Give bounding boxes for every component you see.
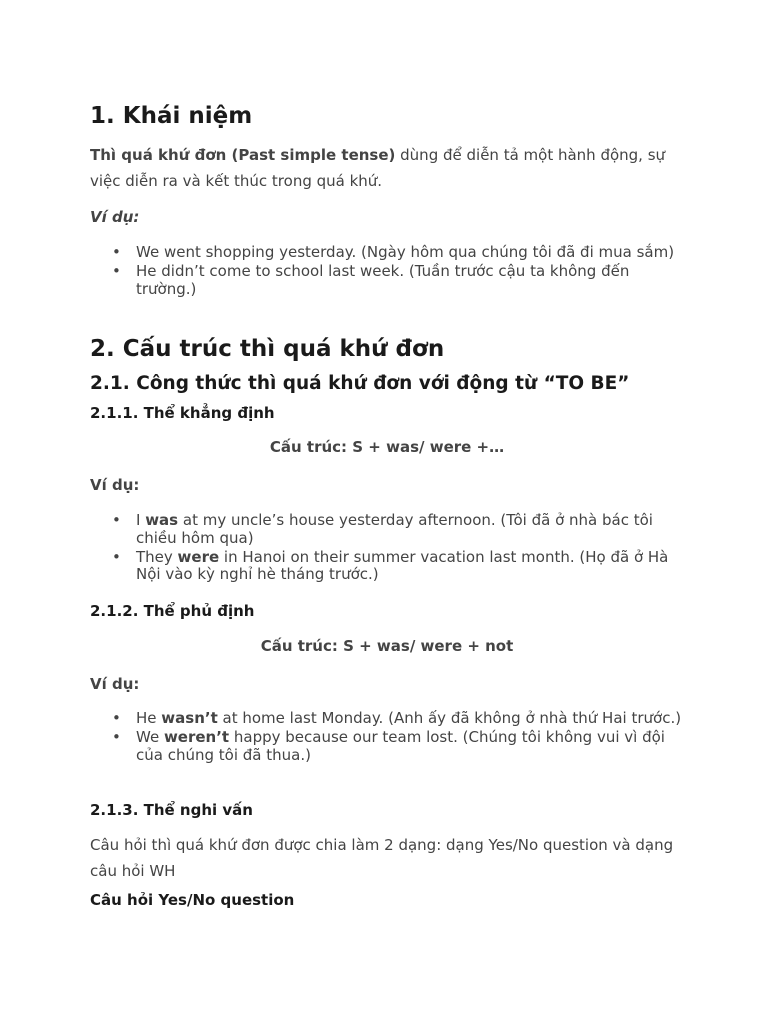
example-list-2	[90, 512, 684, 585]
example-bold: were	[177, 547, 220, 566]
bullet-dot: •	[112, 728, 121, 746]
intro-paragraph	[90, 142, 684, 194]
example-text: I	[136, 511, 146, 529]
heading-cau-truc: 2. Cấu trúc thì quá khứ đơn	[90, 336, 445, 362]
example-label-2: Ví dụ:	[90, 476, 140, 494]
list-item	[90, 549, 684, 584]
example-bold: wasn’t	[161, 709, 218, 727]
example-text: We went shopping yesterday. (Ngày hôm qua chúng tôi đã đi mua sắm)	[136, 243, 675, 261]
interrogative-intro: Câu hỏi thì quá khứ đơn được chia làm 2 dạng: dạng Yes/No question và dạng câu hỏi WH	[90, 836, 674, 880]
structure-affirmative: Cấu trúc: S + was/ were +…	[269, 438, 505, 456]
heading-interrogative: 2.1.3. Thể nghi vấn	[90, 801, 253, 819]
list-item	[90, 512, 684, 547]
heading-khai-niem: 1. Khái niệm	[90, 103, 253, 129]
heading-affirmative: 2.1.1. Thể khẳng định	[90, 404, 275, 422]
list-item	[90, 710, 684, 728]
example-label-3: Ví dụ:	[90, 675, 140, 693]
example-text: happy because our team lost. (Chúng tôi không vui vì đội của chúng tôi đã thua.)	[136, 728, 665, 764]
example-bold: was	[145, 511, 179, 529]
example-text: in Hanoi on their summer vacation last month. (Họ đã ở Hà Nội vào kỳ nghỉ hè tháng trước.)	[136, 547, 669, 583]
example-text: He	[136, 709, 162, 727]
example-text: He didn’t come to school last week. (Tuần trước cậu ta không đến trường.)	[136, 262, 630, 298]
intro-rest: dùng để diễn tả một hành động, sự việc diễn ra và kết thúc trong quá khứ.	[90, 146, 666, 190]
bullet-dot: •	[112, 709, 121, 727]
heading-to-be: 2.1. Công thức thì quá khứ đơn với động từ “TO BE”	[90, 373, 630, 394]
example-list-3	[90, 710, 684, 766]
example-text: at home last Monday. (Anh ấy đã không ở nhà thứ Hai trước.)	[217, 709, 682, 727]
bullet-dot: •	[112, 511, 121, 529]
heading-negative: 2.1.2. Thể phủ định	[90, 602, 255, 620]
example-label-1: Ví dụ:	[90, 208, 140, 226]
list-item	[90, 244, 684, 262]
list-item	[90, 729, 684, 764]
structure-negative: Cấu trúc: S + was/ were + not	[260, 637, 514, 655]
example-list-1	[90, 244, 684, 300]
example-bold: weren’t	[163, 728, 230, 746]
heading-yes-no-question: Câu hỏi Yes/No question	[90, 891, 295, 909]
list-item	[90, 263, 684, 298]
example-text: We	[136, 728, 164, 746]
bullet-dot: •	[112, 547, 121, 566]
bullet-dot: •	[112, 262, 121, 280]
example-text: at my uncle’s house yesterday afternoon. (Tôi đã ở nhà bác tôi chiều hôm qua)	[136, 511, 653, 547]
bullet-dot: •	[112, 243, 121, 261]
example-text: They	[136, 547, 178, 566]
intro-bold-term: Thì quá khứ đơn (Past simple tense)	[90, 146, 396, 164]
